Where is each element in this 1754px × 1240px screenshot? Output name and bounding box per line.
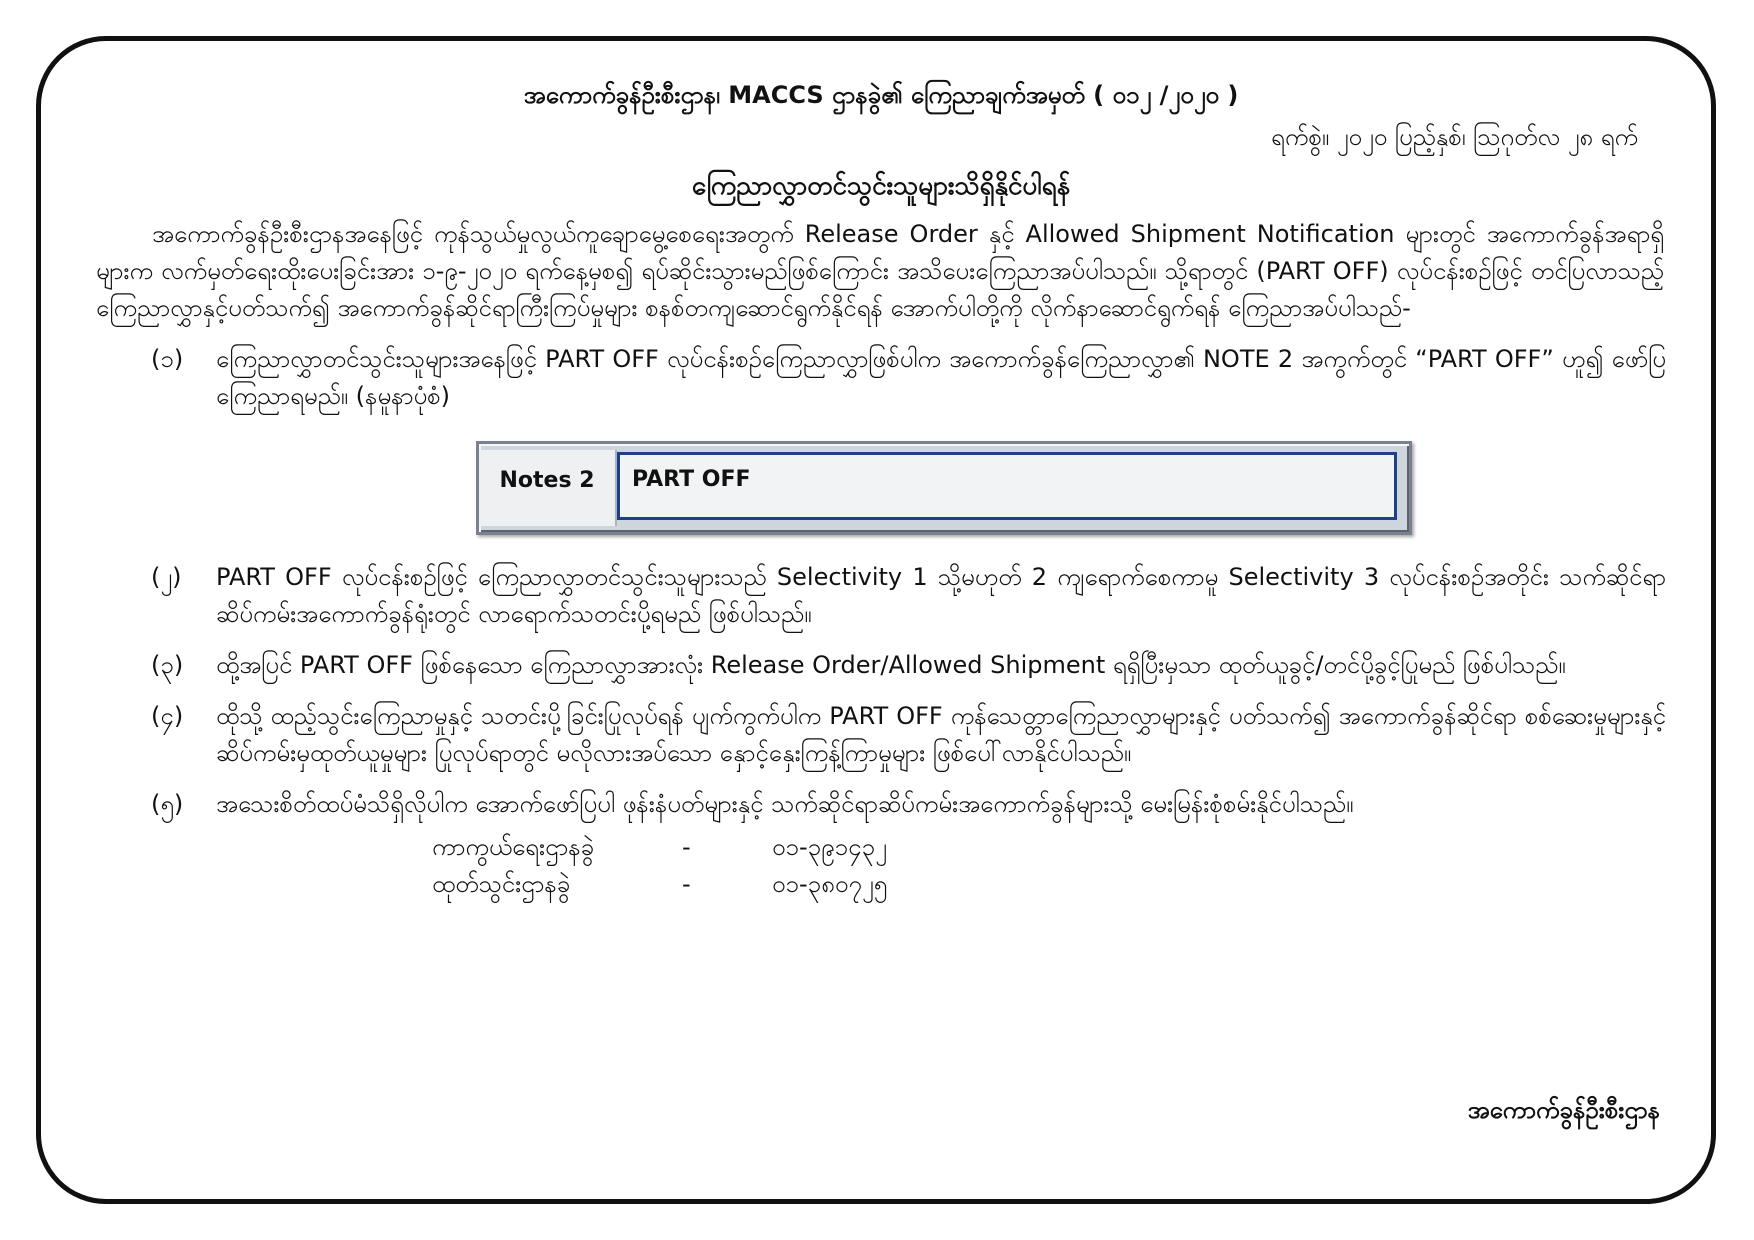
- announcement: [96, 78, 1666, 903]
- contact-separator: -: [682, 833, 691, 861]
- contact-department: ထုတ်သွင်းဌာနခွဲ: [432, 870, 571, 898]
- list-item: [96, 786, 1666, 823]
- contact-list: [96, 829, 1666, 903]
- list-item: [96, 698, 1666, 772]
- list-item: [96, 647, 1666, 684]
- list-item-text: ထို့အပြင် PART OFF ဖြစ်နေသော ကြေညာလွှာအားလုံး Release Order/Allowed Shipment ရရှိပြီးမှသာ ထုတ်ယူခွင့်/တင်ပို့ခွင့်ပြုမည် ဖြစ်ပါသည်။: [216, 651, 1566, 679]
- intro-paragraph: အကောက်ခွန်ဦးစီးဌာနအနေဖြင့် ကုန်သွယ်မှုလွယ်ကူချောမွေ့စေရေးအတွက် Release Order နှင့် Allowed Shipment Notification များတွင် အကောက်ခွန်အရာရှိများက လက်မှတ်ရေးထိုးပေးခြင်းအား ၁-၉-၂၀၂၀ ရက်နေ့မှစ၍ ရပ်ဆိုင်းသွားမည်ဖြစ်ကြောင်း အသိပေးကြေညာအပ်ပါသည်။ သို့ရာတွင် (PART OFF) လုပ်ငန်းစဉ်ဖြင့် တင်ပြလာသည့်ကြေညာလွှာနှင့်ပတ်သက်၍ အကောက်ခွန်ဆိုင်ရာကြီးကြပ်မှုများ စနစ်တကျဆောင်ရွက်နိုင်ရန် အောက်ပါတို့ကို လိုက်နာဆောင်ရွက်ရန် ကြေညာအပ်ပါသည်-: [96, 220, 1664, 322]
- list-item-number: (၂): [151, 563, 182, 591]
- notes-sample-box: [476, 441, 1412, 535]
- list-item-number: (၄): [151, 702, 184, 730]
- list-item-text: ကြေညာလွှာတင်သွင်းသူများအနေဖြင့် PART OFF လုပ်ငန်းစဉ်ကြေညာလွှာဖြစ်ပါက အကောက်ခွန်ကြေညာလွှာ၏ NOTE 2 အကွက်တွင် “PART OFF” ဟူ၍ ဖော်ပြကြေညာရမည်။ (နမူနာပုံစံ): [216, 345, 1666, 410]
- list-item-text: အသေးစိတ်ထပ်မံသိရှိလိုပါက အောက်ဖော်ပြပါ ဖုန်းနံပတ်များနှင့် သက်ဆိုင်ရာဆိပ်ကမ်းအကောက်ခွန်များသို့ မေးမြန်းစုံစမ်းနိုင်ပါသည်။: [216, 790, 1354, 818]
- list-item-text: ထိုသို့ ထည့်သွင်းကြေညာမှုနှင့် သတင်းပို့ခြင်းပြုလုပ်ရန် ပျက်ကွက်ပါက PART OFF ကုန်သေတ္တာကြေညာလွှာများနှင့် ပတ်သက်၍ အကောက်ခွန်ဆိုင်ရာ စစ်ဆေးမှုများနှင့် ဆိပ်ကမ်းမှထုတ်ယူမှုများ ပြုလုပ်ရာတွင် မလိုလားအပ်သော နှောင့်နှေးကြန့်ကြာမှုများ ဖြစ်ပေါ်လာနိုင်ပါသည်။: [216, 702, 1666, 767]
- list-item: [96, 341, 1666, 415]
- contact-row: [432, 829, 1666, 866]
- signature-department: အကောက်ခွန်ဦးစီးဌာန: [1467, 1096, 1660, 1124]
- contact-phone: ၀၁-၃၈၀၇၂၅: [772, 870, 888, 898]
- announcement-subtitle: ကြေညာလွှာတင်သွင်းသူများသိရှိနိုင်ပါရန်: [691, 171, 1071, 201]
- announcement-date: ရက်စွဲ။ ၂၀၂၀ ပြည့်နှစ်၊ ဩဂုတ်လ ၂၈ ရက်: [1271, 123, 1638, 151]
- contact-department: ကာကွယ်ရေးဌာနခွဲ: [432, 833, 595, 861]
- contact-separator: -: [682, 870, 691, 898]
- announcement-title: အကောက်ခွန်ဦးစီးဌာန၊ MACCS ဌာနခွဲ၏ ကြေညာချက်အမှတ် ( ၀၁၂ /၂၀၂၀ ): [523, 81, 1239, 109]
- list-item-text: PART OFF လုပ်ငန်းစဉ်ဖြင့် ကြေညာလွှာတင်သွင်းသူများသည် Selectivity 1 သို့မဟုတ် 2 ကျရောက်စေကာမူ Selectivity 3 လုပ်ငန်းစဉ်အတိုင်း သက်ဆိုင်ရာ ဆိပ်ကမ်းအကောက်ခွန်ရုံးတွင် လာရောက်သတင်းပို့ရမည် ဖြစ်ပါသည်။: [216, 563, 1666, 628]
- notes-label: Notes 2: [479, 450, 617, 526]
- notes-value-field: PART OFF: [617, 452, 1397, 520]
- list-item-number: (၃): [151, 651, 184, 679]
- contact-row: [432, 866, 1666, 903]
- list-item-number: (၅): [151, 790, 184, 818]
- contact-phone: ၀၁-၃၉၁၄၃၂: [772, 833, 887, 861]
- list-item-number: (၁): [151, 345, 184, 373]
- list-item: [96, 559, 1666, 633]
